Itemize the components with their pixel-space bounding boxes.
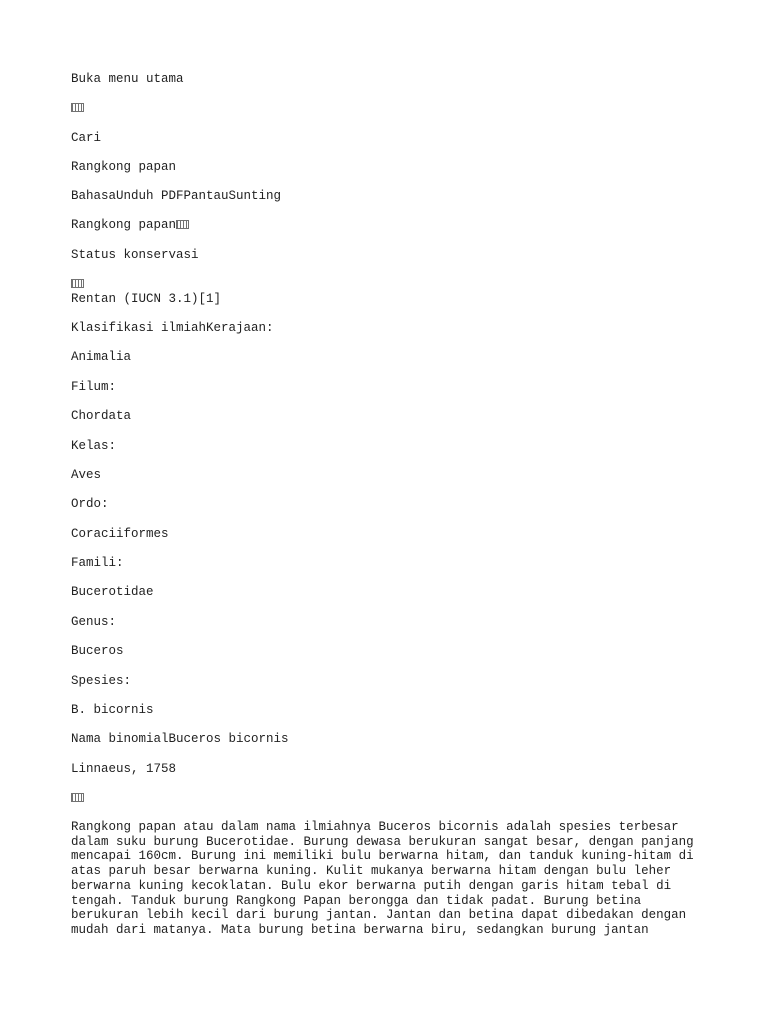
infobox-title-text: Rangkong papan <box>71 218 177 232</box>
binomial-name: Buceros bicornis <box>168 732 289 746</box>
rank-label-order: Ordo: <box>71 497 109 511</box>
rank-label-kingdom: Kerajaan: <box>206 321 274 335</box>
classification-heading-text: Klasifikasi ilmiah <box>71 321 207 335</box>
binomial-row <box>71 732 289 747</box>
range-map-icon <box>71 791 84 806</box>
conservation-image-icon <box>71 277 84 292</box>
classification-heading <box>71 321 274 336</box>
rank-value-order[interactable]: Coraciiformes <box>71 527 169 541</box>
placeholder-glyph-icon <box>71 793 84 802</box>
main-menu-link[interactable]: Buka menu utama <box>71 72 184 86</box>
rank-value-kingdom[interactable]: Animalia <box>71 350 132 364</box>
rank-value-class[interactable]: Aves <box>71 468 102 482</box>
rank-label-genus: Genus: <box>71 615 117 629</box>
language-button[interactable]: Bahasa <box>71 189 117 203</box>
article-intro-paragraph: Rangkong papan atau dalam nama ilmiahnya Buceros bicornis adalah spesies terbesar dalam suku burung Bucerotidae. Burung dewasa berukuran sangat besar, dengan panjang mencapai 160cm. Burung ini memiliki bulu berwarna hitam, dan tanduk kuning-hitam di atas paruh besar berwarna kuning. Kulit mukanya berwarna hitam dengan bulu leher berwarna kuning kecoklatan. Bulu ekor berwarna putih dengan garis hitam tebal di tengah. Tanduk burung Rangkong Papan berongga dan tidak padat. Burung betina berukuran lebih kecil dari burung jantan. Jantan dan betina dapat dibedakan dengan mudah dari matanya. Mata burung betina berwarna biru, sedangkan burung jantan <box>71 820 694 937</box>
rank-label-phylum: Filum: <box>71 380 117 394</box>
rank-value-genus[interactable]: Buceros <box>71 644 124 658</box>
rank-value-species: B. bicornis <box>71 703 154 717</box>
placeholder-glyph-icon <box>176 220 189 229</box>
placeholder-glyph-icon <box>71 279 84 288</box>
infobox-title <box>71 218 189 233</box>
page-actions <box>71 189 281 204</box>
binomial-heading: Nama binomial <box>71 732 169 746</box>
conservation-status[interactable]: Rentan (IUCN 3.1)[1] <box>71 292 222 306</box>
conservation-heading: Status konservasi <box>71 248 199 262</box>
menu-icon[interactable] <box>71 101 84 116</box>
binomial-authority[interactable]: Linnaeus, 1758 <box>71 762 177 776</box>
watch-button[interactable]: Pantau <box>183 189 229 203</box>
rank-label-family: Famili: <box>71 556 124 570</box>
placeholder-glyph-icon <box>71 103 84 112</box>
rank-value-family[interactable]: Bucerotidae <box>71 585 154 599</box>
download-pdf-button[interactable]: Unduh PDF <box>116 189 184 203</box>
page-title: Rangkong papan <box>71 160 177 174</box>
rank-label-class: Kelas: <box>71 439 117 453</box>
rank-value-phylum[interactable]: Chordata <box>71 409 132 423</box>
search-link[interactable]: Cari <box>71 131 102 145</box>
rank-label-species: Spesies: <box>71 674 132 688</box>
edit-button[interactable]: Sunting <box>228 189 282 203</box>
